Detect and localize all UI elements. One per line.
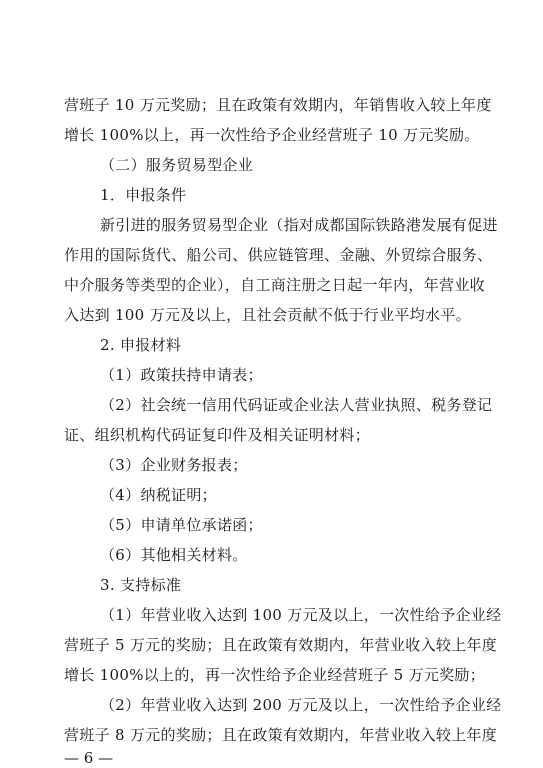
subsection-heading: 1．申报条件 <box>100 186 187 204</box>
subsection-heading: 3. 支持标准 <box>100 576 182 594</box>
list-item: （4）纳税证明； <box>100 486 217 504</box>
subsection-heading: 2. 申报材料 <box>100 336 182 354</box>
body-text-line: 作用的国际货代、船公司、供应链管理、金融、外贸综合服务、 <box>64 246 493 264</box>
list-item: （6）其他相关材料。 <box>100 546 248 564</box>
list-item-continuation: 营班子 8 万元的奖励；且在政策有效期内，年营业收入较上年度 <box>64 726 498 744</box>
body-text-line: 入达到 100 万元及以上，且社会贡献不低于行业平均水平。 <box>64 306 471 324</box>
list-item: （2）社会统一信用代码证或企业法人营业执照、税务登记 <box>100 396 493 414</box>
list-item: （2）年营业收入达到 200 万元及以上，一次性给予企业经 <box>100 696 502 714</box>
list-item: （1）年营业收入达到 100 万元及以上，一次性给予企业经 <box>100 606 502 624</box>
body-text-line: 营班子 10 万元奖励；且在政策有效期内，年销售收入较上年度 <box>64 96 492 114</box>
list-item-continuation: 证、组织机构代码证复印件及相关证明材料； <box>64 426 371 444</box>
list-item-continuation: 营班子 5 万元的奖励；且在政策有效期内，年营业收入较上年度 <box>64 636 498 654</box>
body-text-line: 新引进的服务贸易型企业（指对成都国际铁路港发展有促进 <box>100 216 498 234</box>
list-item: （1）政策扶持申请表； <box>100 366 263 384</box>
body-text-line: 中介服务等类型的企业），自工商注册之日起一年内，年营业收 <box>64 276 485 294</box>
list-item: （5）申请单位承诺函； <box>100 516 263 534</box>
list-item-continuation: 增长 100%以上的，再一次性给予企业经营班子 5 万元奖励； <box>64 666 486 684</box>
page-number: — 6 — <box>64 749 114 767</box>
body-text-line: 增长 100%以上，再一次性给予企业经营班子 10 万元奖励。 <box>64 126 480 144</box>
section-heading: （二）服务贸易型企业 <box>100 156 254 174</box>
list-item: （3）企业财务报表； <box>100 456 248 474</box>
